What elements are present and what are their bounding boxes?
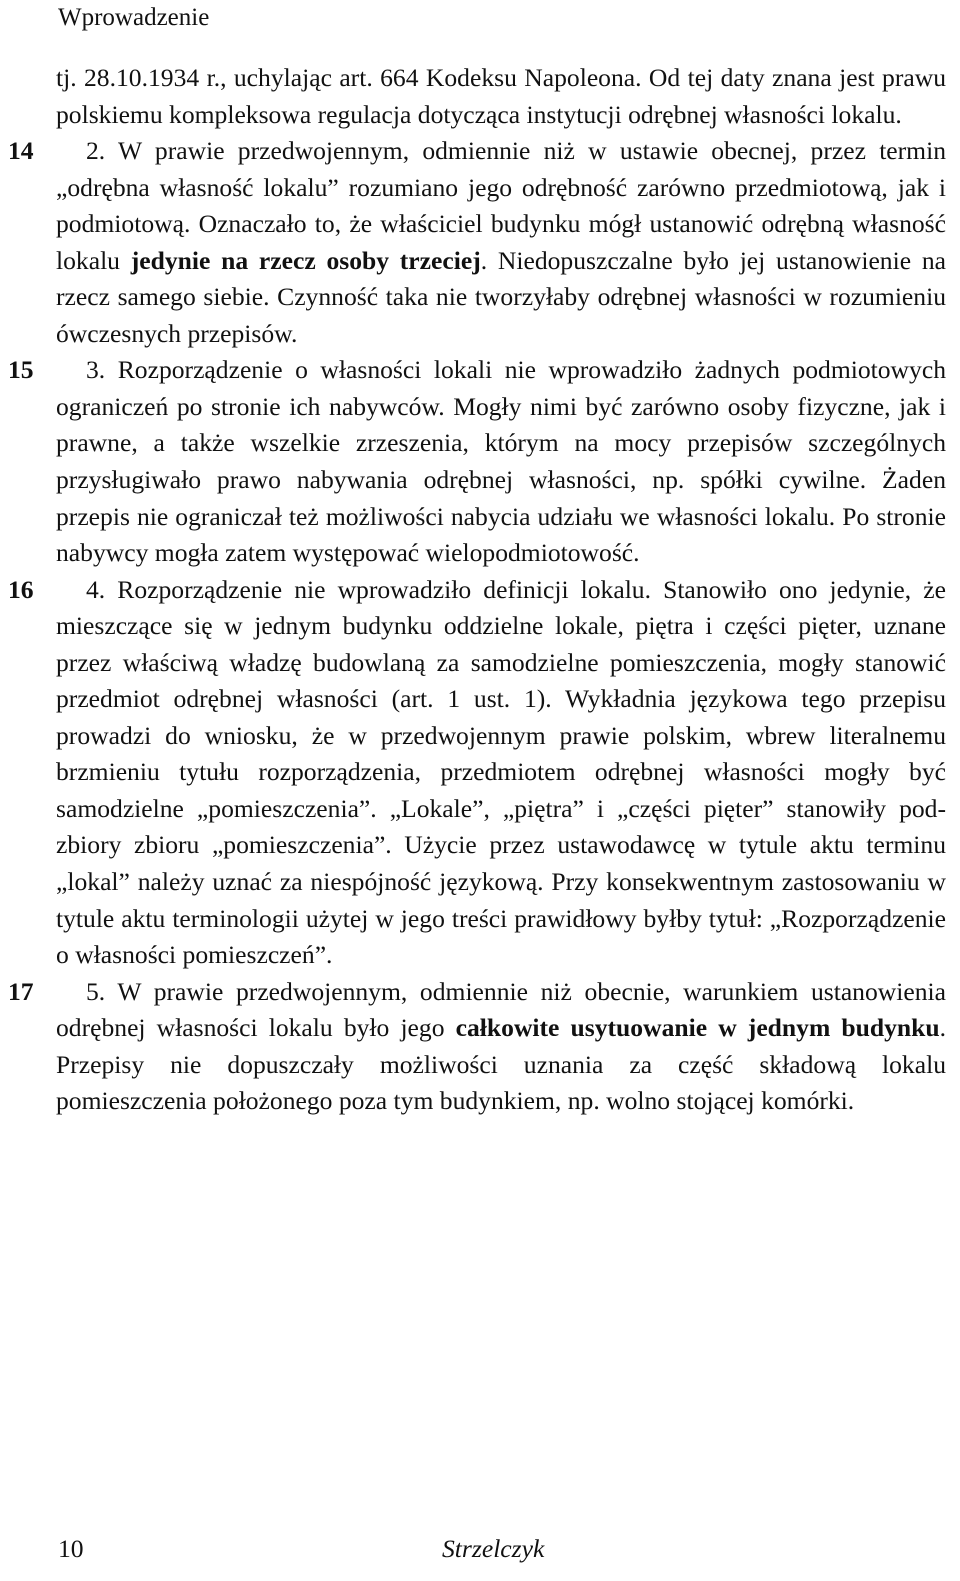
footer-author: Strzelczyk bbox=[442, 1534, 545, 1563]
paragraph-continuation bbox=[56, 60, 946, 133]
margin-number: 17 bbox=[8, 976, 34, 1006]
margin-number: 16 bbox=[8, 574, 34, 604]
paragraph-text: tj. 28.10.1934 r., uchylając art. 664 Kodeksu Napoleona. Od tej daty znana jest prawu polskiemu kompleksowa regulacja dotycząca instytucji odrębnej własności lokalu. bbox=[56, 63, 946, 129]
paragraph-15 bbox=[8, 352, 946, 571]
page-number: 10 bbox=[58, 1534, 84, 1563]
main-text bbox=[8, 60, 946, 1120]
paragraph-14 bbox=[8, 133, 946, 352]
paragraph-emphasis: całkowite usytuowanie w jednym budynku bbox=[455, 1013, 940, 1043]
paragraph-text: . Przepisy nie dopuszczały możliwości uznania za część składową lokalu pomieszczenia położonego poza tym budynkiem, np. wolno stojącej komórki. bbox=[56, 1013, 946, 1116]
paragraph-text: 4. Rozporządzenie nie wprowadziło definicji lokalu. Stanowiło ono jedynie, że mieszczące się w jednym budynku oddzielne lokale, piętra i części pięter, uznane przez właściwą władzę budowlaną za samodzielne pomieszczenia, mogły stanowić przedmiot odrębnej własności (art. 1 ust. 1). Wykładnia językowa tego przepisu prowadzi do wniosku, że w przedwojennym prawie polskim, wbrew literalnemu brzmieniu tytułu rozporządzenia, przedmiotem odrębnej własności mogły być samodzielne „pomieszczenia”. „Lokale”, „piętra” i „części pięter” stanowiły podzbiory zbioru „pomieszczenia”. Użycie przez ustawodawcę w tytule aktu terminu „lokal” należy uznać za niespójność językową. Przy konsekwentnym zastosowaniu w tytule aktu terminologii użytej w jego treści prawidłowy byłby tytuł: „Rozporządzenie o własności pomieszczeń”. bbox=[56, 574, 946, 970]
paragraph-text: . Niedopuszczalne było jej ustanowienie na rzecz samego siebie. Czynność taka nie tworzyłaby odrębnej własności w rozumieniu ówczesnych przepisów. bbox=[56, 245, 946, 348]
margin-number: 15 bbox=[8, 355, 34, 385]
paragraph-text: 5. W prawie przedwojennym, odmiennie niż obecnie, warunkiem ustanowienia odrębnej własności lokalu było jego bbox=[56, 976, 946, 1043]
paragraph-text: 3. Rozporządzenie o własności lokali nie wprowadziło żadnych podmiotowych ograniczeń po stronie ich nabywców. Mogły nimi być zarówno osoby fizyczne, jak i prawne, a także wszelkie zrzeszenia, którym na mocy przepisów szczególnych przysługiwało prawo nabywania odrębnej własności, np. spółki cywilne. Żaden przepis nie ograniczał też możliwości nabycia udziału we własności lokalu. Po stronie nabywcy mogła zatem występować wielopodmiotowość. bbox=[56, 355, 946, 568]
paragraph-17 bbox=[8, 974, 946, 1120]
margin-number: 14 bbox=[8, 136, 34, 166]
running-head: Wprowadzenie bbox=[58, 4, 210, 31]
paragraph-text: 2. W prawie przedwojennym, odmiennie niż w ustawie obecnej, przez termin „odrębna własność lokalu” rozumiano jego odrębność zarówno przedmiotową, jak i podmiotową. Oznaczało to, że właściciel budynku mógł ustanowić odrębną własność lokalu bbox=[56, 136, 946, 275]
paragraph-16 bbox=[8, 572, 946, 974]
paragraph-emphasis: jedynie na rzecz osoby trzeciej bbox=[130, 245, 481, 275]
